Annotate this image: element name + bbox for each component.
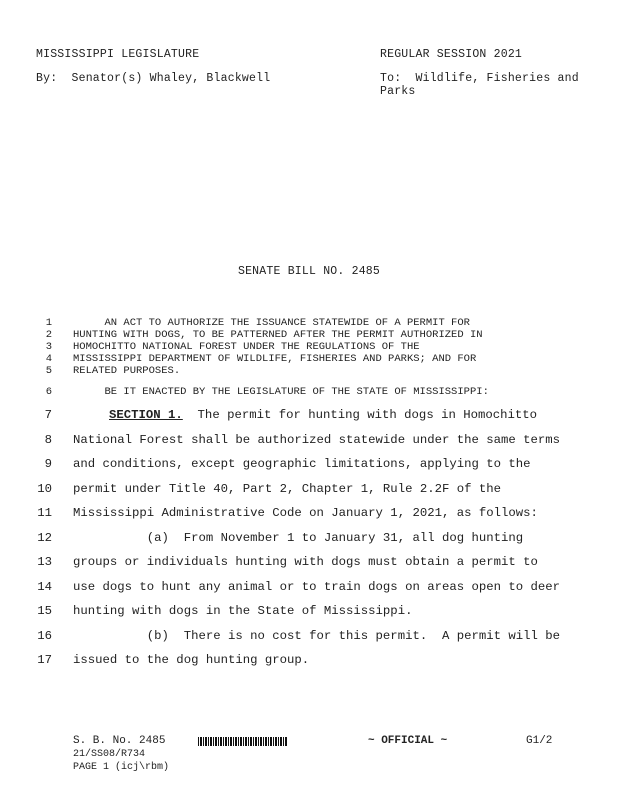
line-text: RELATED PURPOSES. xyxy=(73,365,181,377)
line-number: 5 xyxy=(45,365,52,377)
legislature-name: MISSISSIPPI LEGISLATURE xyxy=(36,48,200,61)
line-text: HOMOCHITTO NATIONAL FOREST UNDER THE REGULATIONS OF THE xyxy=(73,341,420,353)
line-text: Mississippi Administrative Code on January 1, 2021, as follows: xyxy=(73,506,538,520)
line-number: 4 xyxy=(45,353,52,365)
line-number: 3 xyxy=(45,341,52,353)
line-number: 13 xyxy=(37,555,52,569)
line-text: HUNTING WITH DOGS, TO BE PATTERNED AFTER THE PERMIT AUTHORIZED IN xyxy=(73,329,483,341)
title-line xyxy=(0,341,618,353)
committee-line-1: To: Wildlife, Fisheries and xyxy=(380,72,579,85)
line-number: 12 xyxy=(37,530,52,545)
line-number: 2 xyxy=(45,329,52,341)
line-number: 1 xyxy=(45,317,52,329)
official-label: ~ OFFICIAL ~ xyxy=(368,735,448,747)
committee-line-2: Parks xyxy=(380,85,416,98)
doc-code: 21/SS08/R734 xyxy=(73,749,146,760)
line-text: groups or individuals hunting with dogs must obtain a permit to xyxy=(73,555,538,569)
line-number: 6 xyxy=(45,386,52,398)
line-number: 16 xyxy=(37,628,52,643)
page-label: PAGE 1 (icj\rbm) xyxy=(73,762,170,773)
line-number: 11 xyxy=(37,506,52,520)
line-text: use dogs to hunt any animal or to train dogs on areas open to deer xyxy=(73,579,561,594)
footer-bill-ref: S. B. No. 2485 xyxy=(73,735,166,747)
line-number: 17 xyxy=(37,653,52,667)
title-line xyxy=(0,329,618,341)
sponsors-line: By: Senator(s) Whaley, Blackwell xyxy=(36,72,271,85)
bill-body xyxy=(0,408,618,678)
line-text xyxy=(109,408,537,422)
line-number: 10 xyxy=(37,481,52,496)
title-block xyxy=(0,317,618,377)
body-line xyxy=(0,629,618,654)
body-line xyxy=(0,653,618,678)
body-line xyxy=(0,555,618,580)
line-number: 7 xyxy=(44,408,52,422)
section-label: SECTION 1. xyxy=(109,408,183,422)
line-text: (a) From November 1 to January 31, all dog hunting xyxy=(73,530,524,545)
line-text: National Forest shall be authorized statewide under the same terms xyxy=(73,432,561,447)
line-number: 15 xyxy=(37,604,52,618)
line-number: 9 xyxy=(44,457,52,471)
line-text: and conditions, except geographic limitations, applying to the xyxy=(73,457,531,471)
title-line xyxy=(0,353,618,365)
body-line xyxy=(0,580,618,605)
line-text: BE IT ENACTED BY THE LEGISLATURE OF THE STATE OF MISSISSIPPI: xyxy=(73,386,489,398)
body-line xyxy=(0,604,618,629)
line-text: (b) There is no cost for this permit. A permit will be xyxy=(73,628,561,643)
line-text: permit under Title 40, Part 2, Chapter 1, Rule 2.2F of the xyxy=(73,481,502,496)
line-number: 8 xyxy=(44,432,52,447)
version-label: G1/2 xyxy=(526,735,553,747)
section-text: The permit for hunting with dogs in Homochitto xyxy=(182,408,538,422)
body-line xyxy=(0,482,618,507)
body-line xyxy=(0,506,618,531)
body-line xyxy=(0,433,618,458)
bill-title: SENATE BILL NO. 2485 xyxy=(237,265,381,278)
barcode-image xyxy=(198,737,288,746)
line-text: MISSISSIPPI DEPARTMENT OF WILDLIFE, FISHERIES AND PARKS; AND FOR xyxy=(73,353,477,365)
title-line xyxy=(0,365,618,377)
body-line xyxy=(0,408,618,433)
line-text: issued to the dog hunting group. xyxy=(73,653,310,667)
line-number: 14 xyxy=(37,579,52,594)
enacting-clause xyxy=(0,386,618,400)
session-label: REGULAR SESSION 2021 xyxy=(380,48,523,61)
body-line xyxy=(0,531,618,556)
line-text: hunting with dogs in the State of Mississippi. xyxy=(73,604,413,618)
body-line xyxy=(0,457,618,482)
title-line xyxy=(0,317,618,329)
line-text: AN ACT TO AUTHORIZE THE ISSUANCE STATEWIDE OF A PERMIT FOR xyxy=(73,317,470,329)
